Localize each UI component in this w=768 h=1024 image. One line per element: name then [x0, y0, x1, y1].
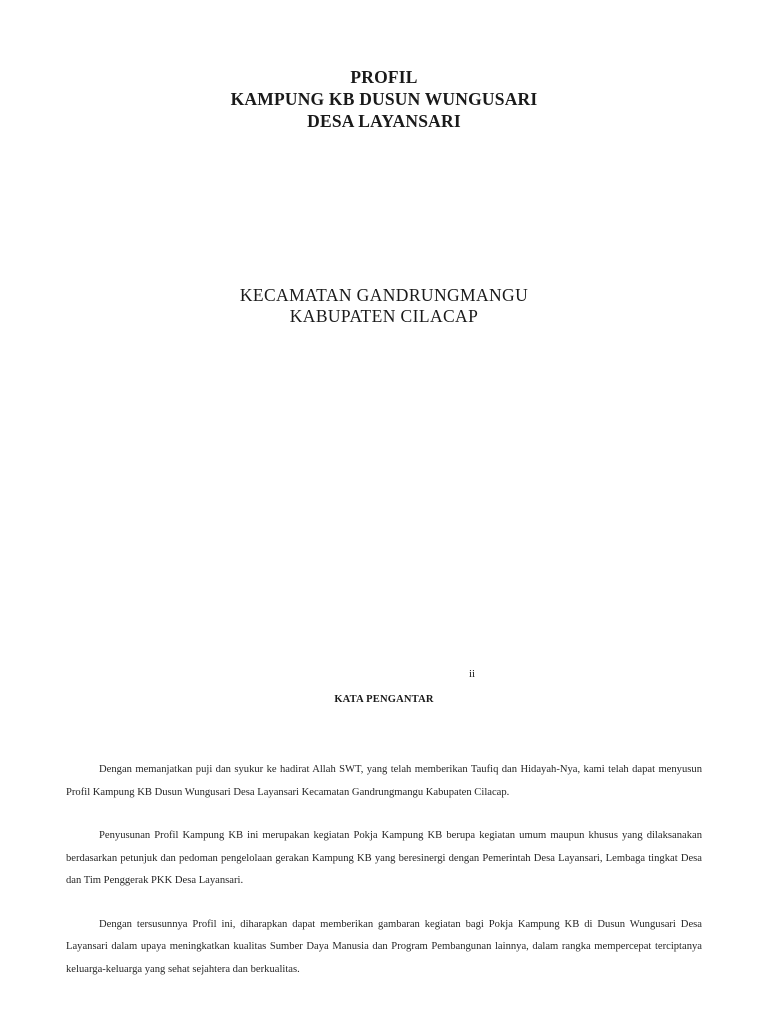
preface-body — [66, 759, 702, 1002]
page-number: ii — [469, 668, 476, 680]
preface-paragraph: Dengan tersusunnya Profil ini, diharapkan dapat memberikan gambaran kegiatan bagi Pokja Kampung KB di Dusun Wungusari Desa Layansari dalam upaya meningkatkan kualitas Sumber Daya Manusia dan Program Pembangunan lainnya, dalam rangka mempercepat terciptanya keluarga-keluarga yang sehat sejahtera dan berkualitas. — [66, 918, 702, 975]
preface-heading: KATA PENGANTAR — [334, 694, 434, 705]
cover-title-line-3: DESA LAYANSARI — [307, 111, 461, 131]
cover-title-line-2: KAMPUNG KB DUSUN WUNGUSARI — [230, 89, 538, 109]
preface-paragraph: Penyusunan Profil Kampung KB ini merupakan kegiatan Pokja Kampung KB berupa kegiatan umum maupun khusus yang dilaksanakan berdasarkan petunjuk dan pedoman pengelolaan gerakan Kampung KB yang beresinergi dengan Pemerintah Desa Layansari, Lembaga tingkat Desa dan Tim Penggerak PKK Desa Layansari. — [66, 830, 702, 886]
regency-name: KABUPATEN CILACAP — [289, 306, 479, 326]
preface-paragraph: Dengan memanjatkan puji dan syukur ke hadirat Allah SWT, yang telah memberikan Taufiq dan Hidayah-Nya, kami telah dapat menyusun Profil Kampung KB Dusun Wungusari Desa Layansari Kecamatan Gandrungmangu Kabupaten Cilacap. — [66, 764, 702, 798]
cover-title — [0, 66, 768, 132]
cover-title-line-1: PROFIL — [350, 67, 418, 87]
subdistrict-name: KECAMATAN GANDRUNGMANGU — [239, 285, 529, 305]
region-block — [0, 285, 768, 327]
